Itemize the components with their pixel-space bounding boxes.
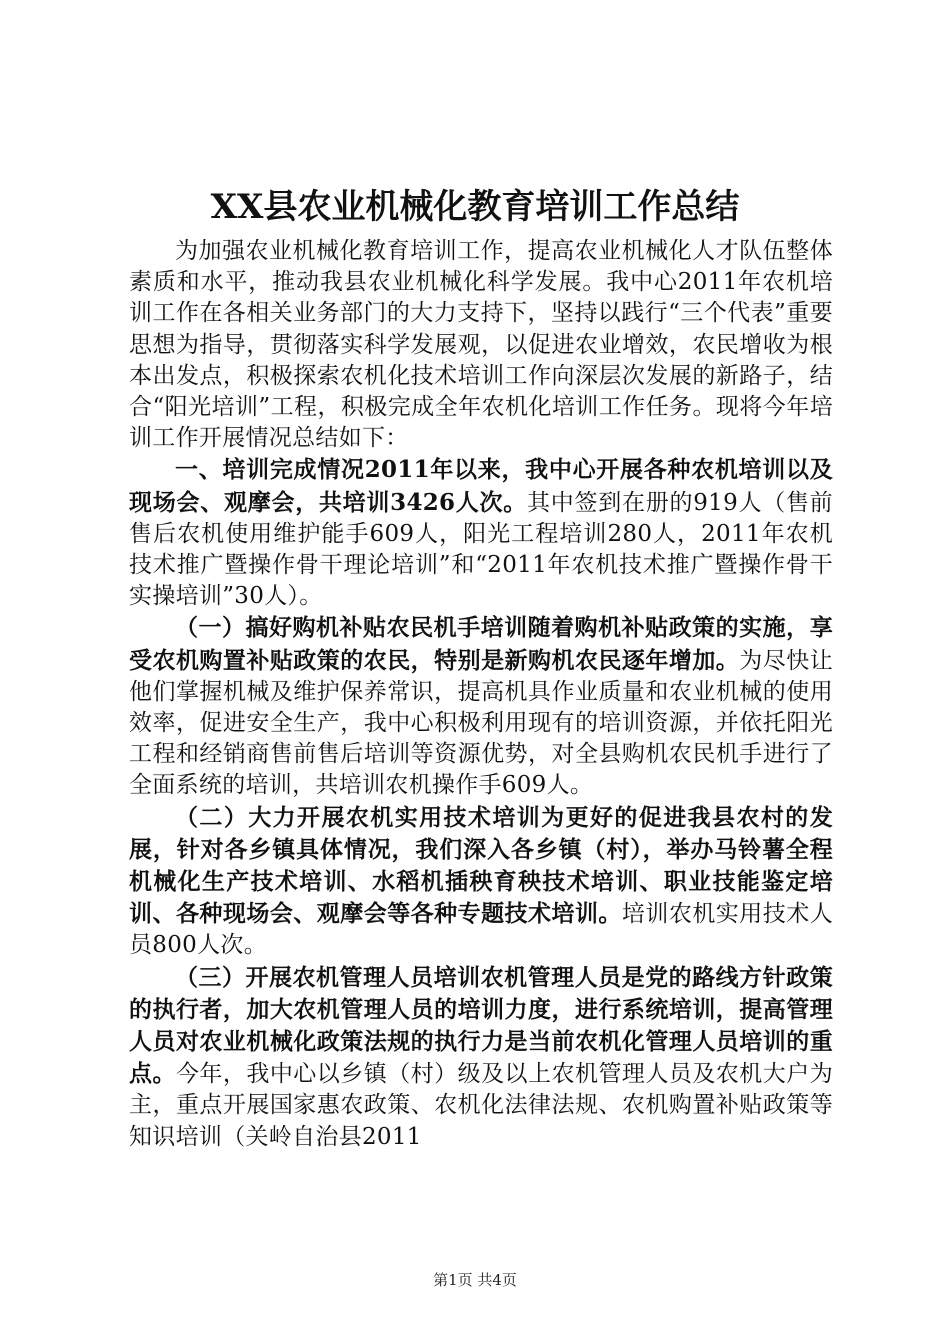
paragraph-text: 今年，我中心以乡镇（村）级及以上农机管理人员及农机大户为主，重点开展国家惠农政策、农机化法律法规、农机购置补贴政策等知识培训（关岭自治县2011 <box>129 1061 833 1150</box>
paragraph-lead: （二）大力开展农机实用技术培训为更好的促进我县农村的发展，针对各乡镇具体情况，我们深入各乡镇（村），举办马铃薯全程机械化生产技术培训、水稻机插秧育秧技术培训、职业技能鉴定培训、各种现场会、观摩会等各种专题技术培训。 <box>129 803 833 928</box>
paragraph-section-1 <box>129 454 833 612</box>
paragraph-intro <box>129 235 833 454</box>
paragraph-text: 其中签到在册的919人（售前售后农机使用维护能手609人，阳光工程培训280人，2011年农机技术推广暨操作骨干理论培训”和“2011年农机技术推广暨操作骨干实操培训”30人）。 <box>129 489 833 610</box>
paragraph-lead: （三）开展农机管理人员培训农机管理人员是党的路线方针政策的执行者，加大农机管理人员的培训力度，进行系统培训，提高管理人员对农业机械化政策法规的执行力是当前农机化管理人员培训的重点。 <box>129 963 833 1088</box>
document-title: XX县农业机械化教育培训工作总结 <box>210 187 740 227</box>
paragraph-text: 培训农机实用技术人员800人次。 <box>129 901 833 959</box>
paragraph-subsection-1 <box>129 612 833 801</box>
paragraph-lead: 一、培训完成情况2011年以来，我中心开展各种农机培训以及现场会、观摩会，共培训3426人次。 <box>129 456 833 516</box>
paragraph-subsection-2 <box>129 802 833 962</box>
paragraph-subsection-3 <box>129 962 833 1153</box>
page-footer: 第1页 共4页 <box>433 1271 517 1289</box>
paragraph-text: 为尽快让他们掌握机械及维护保养常识，提高机具作业质量和农业机械的使用效率，促进安全生产，我中心积极利用现有的培训资源，并依托阳光工程和经销商售前售后培训等资源优势，对全县购机农民机手进行了全面系统的培训，共培训农机操作手609人。 <box>129 647 833 799</box>
document-body <box>129 235 833 1153</box>
paragraph-lead: （一）搞好购机补贴农民机手培训随着购机补贴政策的实施，享受农机购置补贴政策的农民，特别是新购机农民逐年增加。 <box>129 614 833 674</box>
paragraph-text: 为加强农业机械化教育培训工作，提高农业机械化人才队伍整体素质和水平，推动我县农业机械化科学发展。我中心2011年农机培训工作在各相关业务部门的大力支持下，坚持以践行“三个代表”重要思想为指导，贯彻落实科学发展观，以促进农业增效，农民增收为根本出发点，积极探索农机化技术培训工作向深层次发展的新路子，结合“阳光培训”工程，积极完成全年农机化培训工作任务。现将今年培训工作开展情况总结如下： <box>129 238 833 452</box>
